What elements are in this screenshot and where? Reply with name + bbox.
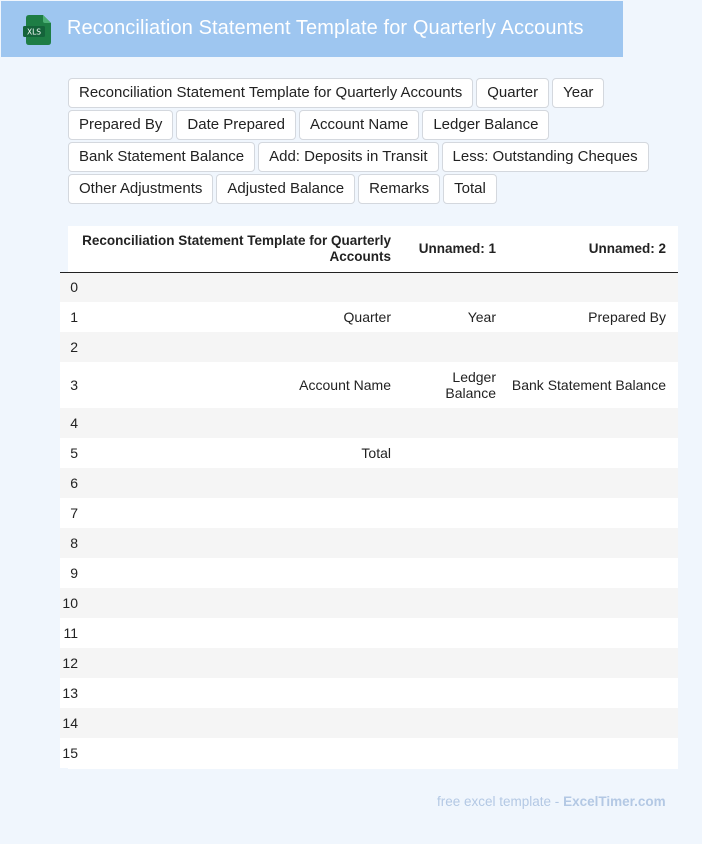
table-cell — [403, 528, 508, 558]
table-row — [60, 588, 678, 618]
table-row — [60, 362, 678, 408]
table-row — [60, 438, 678, 468]
row-index: 14 — [60, 708, 78, 738]
table-cell — [508, 558, 678, 588]
column-header: Reconciliation Statement Template for Quarterly Accounts — [78, 226, 403, 272]
tag-quarter[interactable]: Quarter — [476, 78, 549, 108]
tag-outstanding-cheques[interactable]: Less: Outstanding Cheques — [442, 142, 649, 172]
table-cell — [78, 408, 403, 438]
table-row — [60, 528, 678, 558]
table-cell: Year — [403, 302, 508, 332]
table-cell — [508, 708, 678, 738]
row-index: 9 — [60, 558, 78, 588]
table-cell — [508, 438, 678, 468]
column-header: Unnamed: 2 — [508, 226, 678, 272]
tag-account-name[interactable]: Account Name — [299, 110, 419, 140]
table-cell — [508, 618, 678, 648]
table-cell — [78, 738, 403, 768]
table-cell — [403, 438, 508, 468]
data-table-panel — [62, 226, 678, 769]
tag-bank-statement-balance[interactable]: Bank Statement Balance — [68, 142, 255, 172]
table-cell: Bank Statement Balance — [508, 362, 678, 408]
row-index: 2 — [60, 332, 78, 362]
row-index: 13 — [60, 678, 78, 708]
tag-total[interactable]: Total — [443, 174, 497, 204]
row-index: 7 — [60, 498, 78, 528]
row-index: 15 — [60, 738, 78, 768]
table-cell — [403, 498, 508, 528]
data-table — [60, 226, 678, 768]
table-cell — [78, 272, 403, 302]
table-row — [60, 408, 678, 438]
table-cell — [78, 618, 403, 648]
table-cell — [78, 648, 403, 678]
row-index: 12 — [60, 648, 78, 678]
tag-prepared-by[interactable]: Prepared By — [68, 110, 173, 140]
row-index: 3 — [60, 362, 78, 408]
table-cell — [508, 678, 678, 708]
table-cell — [403, 332, 508, 362]
table-cell: Quarter — [78, 302, 403, 332]
column-header: Unnamed: 1 — [403, 226, 508, 272]
index-header — [60, 226, 78, 272]
row-index: 4 — [60, 408, 78, 438]
footer-credit — [437, 794, 666, 809]
table-cell — [403, 648, 508, 678]
table-row — [60, 272, 678, 302]
tag-title[interactable]: Reconciliation Statement Template for Quarterly Accounts — [68, 78, 473, 108]
xls-icon-label: XLS — [26, 27, 42, 37]
row-index: 10 — [60, 588, 78, 618]
tag-year[interactable]: Year — [552, 78, 604, 108]
table-row — [60, 498, 678, 528]
table-cell: Total — [78, 438, 403, 468]
table-cell: Account Name — [78, 362, 403, 408]
page-title: Reconciliation Statement Template for Quarterly Accounts — [67, 17, 584, 39]
table-row — [60, 618, 678, 648]
tag-ledger-balance[interactable]: Ledger Balance — [422, 110, 549, 140]
table-row — [60, 708, 678, 738]
table-cell — [78, 678, 403, 708]
table-row — [60, 558, 678, 588]
row-index: 8 — [60, 528, 78, 558]
table-cell — [403, 272, 508, 302]
table-cell — [508, 468, 678, 498]
tag-remarks[interactable]: Remarks — [358, 174, 440, 204]
row-index: 5 — [60, 438, 78, 468]
table-cell — [78, 558, 403, 588]
xls-file-icon — [23, 15, 51, 45]
table-row — [60, 678, 678, 708]
table-cell — [403, 678, 508, 708]
table-cell — [403, 468, 508, 498]
table-cell — [403, 738, 508, 768]
table-row — [60, 332, 678, 362]
table-row — [60, 648, 678, 678]
table-cell — [78, 468, 403, 498]
table-cell — [508, 498, 678, 528]
table-cell — [508, 272, 678, 302]
table-cell — [403, 588, 508, 618]
table-cell — [403, 558, 508, 588]
table-cell: Prepared By — [508, 302, 678, 332]
table-cell — [508, 588, 678, 618]
tag-date-prepared[interactable]: Date Prepared — [176, 110, 296, 140]
table-cell — [78, 332, 403, 362]
footer-prefix: free excel template - — [437, 794, 564, 809]
table-cell — [403, 708, 508, 738]
table-row — [60, 302, 678, 332]
table-cell — [508, 648, 678, 678]
table-header-row — [60, 226, 678, 272]
table-cell — [403, 408, 508, 438]
tag-deposits-in-transit[interactable]: Add: Deposits in Transit — [258, 142, 438, 172]
row-index: 11 — [60, 618, 78, 648]
table-cell — [508, 738, 678, 768]
table-cell — [78, 498, 403, 528]
table-cell — [508, 332, 678, 362]
table-cell — [508, 408, 678, 438]
footer-brand-link[interactable]: ExcelTimer.com — [563, 794, 666, 809]
column-tag-list — [68, 78, 658, 204]
tag-adjusted-balance[interactable]: Adjusted Balance — [216, 174, 355, 204]
row-index: 0 — [60, 272, 78, 302]
table-row — [60, 468, 678, 498]
table-cell — [508, 528, 678, 558]
table-cell — [78, 588, 403, 618]
table-row — [60, 738, 678, 768]
table-cell — [78, 528, 403, 558]
row-index: 6 — [60, 468, 78, 498]
table-cell — [78, 708, 403, 738]
table-cell — [403, 618, 508, 648]
title-bar — [1, 1, 623, 57]
row-index: 1 — [60, 302, 78, 332]
tag-other-adjustments[interactable]: Other Adjustments — [68, 174, 213, 204]
table-cell: Ledger Balance — [403, 362, 508, 408]
